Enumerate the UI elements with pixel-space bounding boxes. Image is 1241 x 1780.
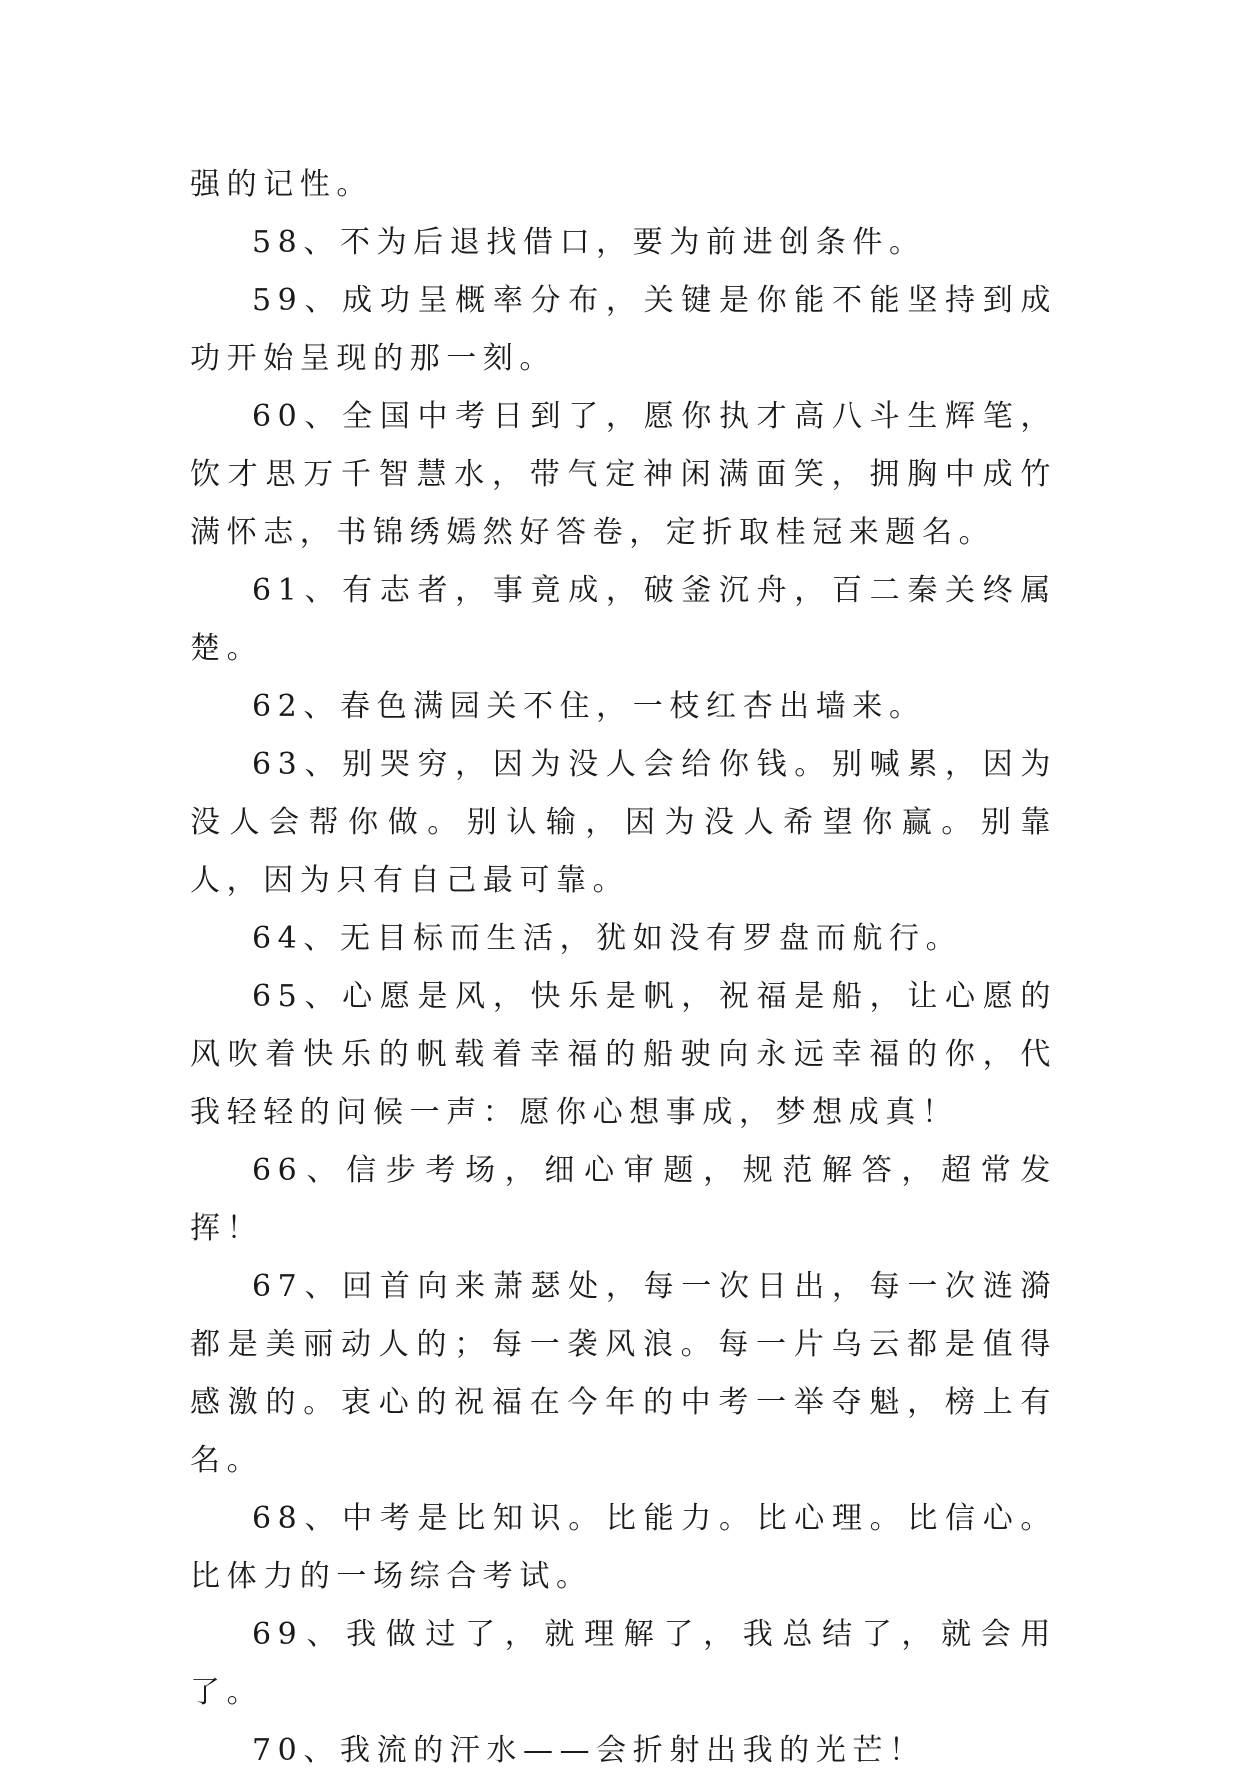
paragraph-continuation: 强的记性。 <box>190 167 373 202</box>
paragraph-item-63: 63、别哭穷，因为没人会给你钱。别喊累，因为没人会帮你做。别认输，因为没人希望你赢。别靠人，因为只有自己最可靠。 <box>190 747 1057 898</box>
paragraph-item-58: 58、不为后退找借口，要为前进创条件。 <box>252 225 926 260</box>
paragraph-item-68: 68、中考是比知识。比能力。比心理。比信心。比体力的一场综合考试。 <box>190 1501 1057 1594</box>
paragraph-item-59: 59、成功呈概率分布，关键是你能不能坚持到成功开始呈现的那一刻。 <box>190 283 1057 376</box>
paragraph-item-70: 70、我流的汗水——会折射出我的光芒！ <box>252 1733 926 1768</box>
paragraph-item-60: 60、全国中考日到了，愿你执才高八斗生辉笔，饮才思万千智慧水，带气定神闲满面笑，拥胸中成竹满怀志，书锦绣嫣然好答卷，定折取桂冠来题名。 <box>190 399 1057 550</box>
paragraph-item-69: 69、我做过了，就理解了，我总结了，就会用了。 <box>190 1617 1057 1710</box>
paragraph-item-61: 61、有志者，事竟成，破釜沉舟，百二秦关终属楚。 <box>190 573 1057 666</box>
paragraph-item-65: 65、心愿是风，快乐是帆，祝福是船，让心愿的风吹着快乐的帆载着幸福的船驶向永远幸福的你，代我轻轻的问候一声：愿你心想事成，梦想成真！ <box>190 979 1057 1130</box>
paragraph-item-67: 67、回首向来萧瑟处，每一次日出，每一次涟漪都是美丽动人的；每一袭风浪。每一片乌云都是值得感激的。衷心的祝福在今年的中考一举夺魁，榜上有名。 <box>190 1269 1057 1478</box>
paragraph-item-66: 66、信步考场，细心审题，规范解答，超常发挥！ <box>190 1153 1057 1246</box>
document-body <box>190 156 1057 1780</box>
paragraph-item-64: 64、无目标而生活，犹如没有罗盘而航行。 <box>252 921 963 956</box>
paragraph-item-62: 62、春色满园关不住，一枝红杏出墙来。 <box>252 689 926 724</box>
